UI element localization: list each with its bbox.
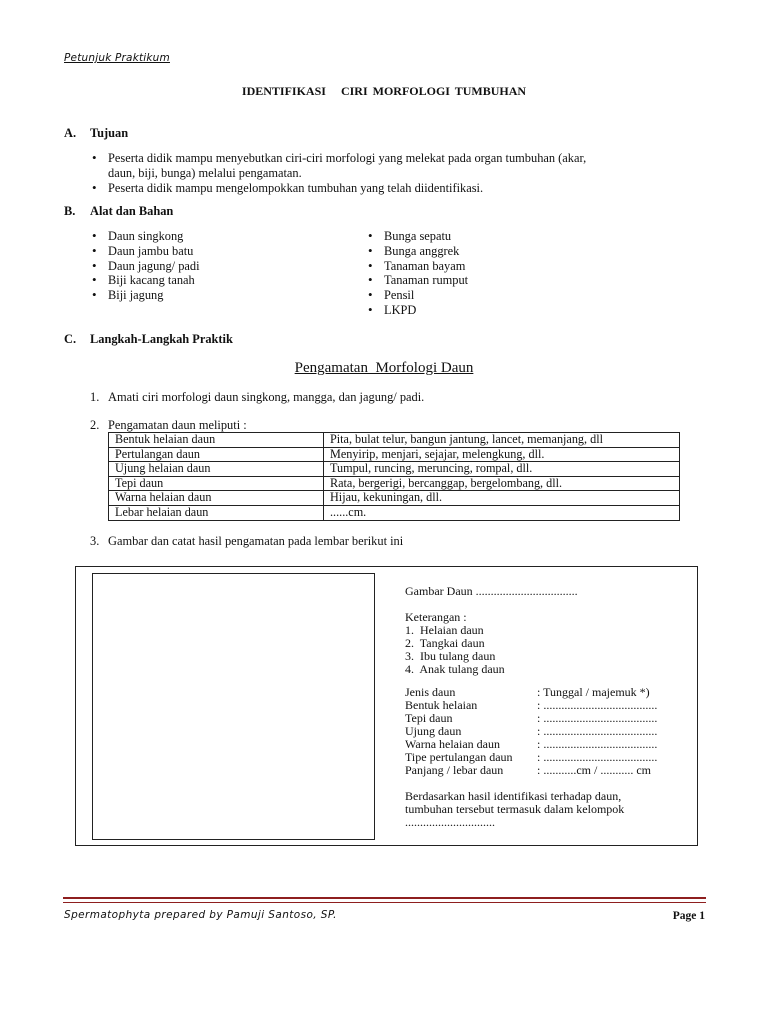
section-a-heading: [64, 126, 128, 141]
list-item: • Peserta didik mampu mengelompokkan tumbuhan yang telah diidentifikasi.: [90, 181, 710, 196]
list-item: 1. Helaian daun: [405, 623, 484, 637]
table-cell-value: Hijau, kekuningan, dll.: [324, 491, 680, 506]
table-cell-key: Ujung helaian daun: [109, 462, 324, 477]
observation-fields: [405, 686, 657, 777]
field-label: Panjang / lebar daun: [405, 763, 504, 777]
list-item: • Biji kacang tanah: [90, 273, 340, 288]
section-a-letter: A.: [64, 126, 77, 140]
table-cell-value: Tumpul, runcing, meruncing, rompal, dll.: [324, 462, 680, 477]
field-label: Ujung daun: [405, 724, 462, 738]
materials-list-left: [90, 229, 340, 303]
step-2: [90, 418, 247, 433]
list-item: • Tanaman rumput: [366, 273, 616, 288]
table-cell-key: Pertulangan daun: [109, 447, 324, 462]
conclusion-blank[interactable]: ..............................: [405, 815, 495, 829]
footer-divider-thin: [63, 902, 706, 903]
list-item: 2. Tangkai daun: [405, 636, 485, 650]
list-item: 4. Anak tulang daun: [405, 662, 505, 676]
step-1-number: 1.: [90, 390, 100, 404]
table-cell-value: Pita, bulat telur, bangun jantung, lancet, memanjang, dll: [324, 433, 680, 448]
list-item: • Daun jagung/ padi: [90, 259, 340, 274]
table-cell-key: Tepi daun: [109, 476, 324, 491]
table-row: [109, 491, 680, 506]
table-cell-key: Bentuk helaian daun: [109, 433, 324, 448]
list-item: • LKPD: [366, 303, 616, 318]
materials-list-right: [366, 229, 616, 318]
section-c-heading: [64, 332, 233, 347]
field-value[interactable]: : Tunggal / majemuk *): [537, 685, 650, 699]
step-1-text: Amati ciri morfologi daun singkong, mangga, dan jagung/ padi.: [108, 390, 425, 404]
field-value[interactable]: : ......................................: [537, 698, 658, 712]
step-1: [90, 390, 424, 405]
table-cell-value: Rata, bergerigi, bercanggap, bergelombang, dll.: [324, 476, 680, 491]
objectives-list: [90, 151, 710, 195]
table-cell-key: Lebar helaian daun: [109, 505, 324, 520]
step-3-number: 3.: [90, 534, 100, 548]
page-number: Page 1: [672, 910, 705, 922]
list-item: • Biji jagung: [90, 288, 340, 303]
running-header: Petunjuk Praktikum: [64, 52, 170, 64]
step-2-number: 2.: [90, 418, 100, 432]
list-item: • Daun singkong: [90, 229, 340, 244]
table-row: [109, 505, 680, 520]
field-label: Warna helaian daun: [405, 737, 500, 751]
list-item: • Daun jambu batu: [90, 244, 340, 259]
section-a-title: Tujuan: [90, 126, 129, 140]
leaf-parameters-table: [108, 432, 680, 521]
table-row: [109, 462, 680, 477]
list-item: • Bunga anggrek: [366, 244, 616, 259]
table-row: [109, 476, 680, 491]
table-cell-value: Menyirip, menjari, sejajar, melengkung, dll.: [324, 447, 680, 462]
list-item: • Pensil: [366, 288, 616, 303]
page-title: IDENTIFIKASI CIRI MORFOLOGI TUMBUHAN: [241, 84, 527, 98]
field-value[interactable]: : ......................................: [537, 711, 658, 725]
field-value[interactable]: : ......................................: [537, 737, 658, 751]
observation-title: Pengamatan Morfologi Daun: [294, 360, 474, 376]
keterangan-block: [405, 611, 505, 676]
list-item: • Bunga sepatu: [366, 229, 616, 244]
step-2-text: Pengamatan daun meliputi :: [108, 418, 247, 432]
field-label: Tipe pertulangan daun: [405, 750, 513, 764]
field-row: [405, 764, 657, 777]
table-row: [109, 447, 680, 462]
section-c-title: Langkah-Langkah Praktik: [90, 332, 233, 346]
footer-divider: [63, 897, 706, 899]
step-3: [90, 534, 403, 549]
section-b-title: Alat dan Bahan: [90, 204, 174, 218]
field-value[interactable]: : ......................................: [537, 750, 658, 764]
keterangan-label: Keterangan :: [405, 610, 467, 624]
table-row: [109, 433, 680, 448]
field-label: Jenis daun: [405, 685, 456, 699]
footer-credit: Spermatophyta prepared by Pamuji Santoso, SP.: [64, 909, 337, 921]
field-label: Bentuk helaian: [405, 698, 478, 712]
field-label: Tepi daun: [405, 711, 453, 725]
drawing-area[interactable]: [92, 573, 375, 840]
section-c-letter: C.: [64, 332, 77, 346]
field-value[interactable]: : ......................................: [537, 724, 658, 738]
list-item: • Peserta didik mampu menyebutkan ciri-ciri morfologi yang melekat pada organ tumbuhan (akar, daun, biji, bunga) melalui pengamatan.: [90, 151, 710, 181]
table-cell-value: ......cm.: [324, 505, 680, 520]
table-cell-key: Warna helaian daun: [109, 491, 324, 506]
gambar-daun-label: Gambar Daun ..................................: [405, 584, 578, 598]
conclusion-line: tumbuhan tersebut termasuk dalam kelompok: [405, 802, 625, 816]
conclusion-block: [405, 790, 624, 829]
list-item: • Tanaman bayam: [366, 259, 616, 274]
field-value[interactable]: : ...........cm / ........... cm: [537, 763, 651, 777]
section-b-letter: B.: [64, 204, 76, 218]
step-3-text: Gambar dan catat hasil pengamatan pada lembar berikut ini: [108, 534, 404, 548]
conclusion-line: Berdasarkan hasil identifikasi terhadap daun,: [405, 789, 622, 803]
list-item: 3. Ibu tulang daun: [405, 649, 496, 663]
section-b-heading: [64, 204, 173, 219]
